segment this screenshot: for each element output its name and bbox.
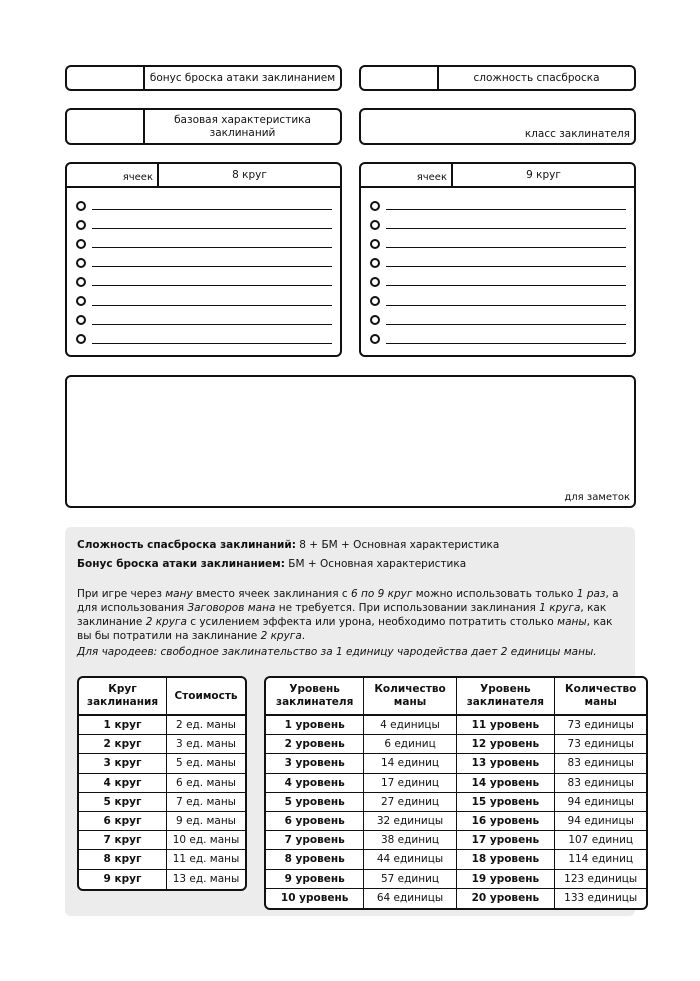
spell-save-dc-value[interactable] [361,67,439,89]
table-row: 2 круг 3 ед. маны [79,735,245,754]
spell-cost-table [77,676,247,891]
prepared-checkbox[interactable] [76,296,86,306]
table-row: 5 уровень 27 единиц 15 уровень 94 единицы [266,793,646,812]
spell-slots-level-8 [65,162,342,357]
table-row: 1 уровень 4 единицы 11 уровень 73 единицы [266,716,646,735]
prepared-checkbox[interactable] [76,334,86,344]
spellcasting-ability-field[interactable] [65,108,342,145]
table-row: 6 круг 9 ед. маны [79,812,245,831]
table-header: Количество маны [555,678,646,716]
spell-attack-bonus-field[interactable] [65,65,342,91]
spell-line[interactable] [370,330,626,349]
mana-rules-text: При игре через ману вместо ячеек заклинания с 6 по 9 круг можно использовать только 1 раз, а для использования Заговоров мана не требуется. При использовании заклинания 1 круга, как заклинание 2 круга с усилением эффекта или урона, необходимо потратить столько маны, как вы бы потратили на заклинание 2 круга. [77,588,619,642]
table-row: 8 круг 11 ед. маны [79,850,245,869]
prepared-checkbox[interactable] [76,277,86,287]
table-row: 7 круг 10 ед. маны [79,831,245,850]
spell-line[interactable] [76,330,332,349]
prepared-checkbox[interactable] [76,220,86,230]
prepared-checkbox[interactable] [76,258,86,268]
spell-line[interactable] [76,311,332,330]
spell-line[interactable] [370,272,626,291]
prepared-checkbox[interactable] [370,258,380,268]
table-row: 5 круг 7 ед. маны [79,793,245,812]
table-row: 3 уровень 14 единиц 13 уровень 83 единицы [266,754,646,773]
spellcasting-class-label: класс заклинателя [524,128,630,140]
prepared-checkbox[interactable] [76,201,86,211]
prepared-checkbox[interactable] [370,239,380,249]
spell-line[interactable] [370,311,626,330]
prepared-checkbox[interactable] [370,334,380,344]
spell-line[interactable] [76,291,332,310]
prepared-checkbox[interactable] [76,315,86,325]
slot-count-label: ячеек [416,172,447,183]
prepared-checkbox[interactable] [370,315,380,325]
spell-line[interactable] [76,234,332,253]
prepared-checkbox[interactable] [370,220,380,230]
slot-level-title: 8 круг [232,169,267,181]
prepared-checkbox[interactable] [370,296,380,306]
table-row: 6 уровень 32 единицы 16 уровень 94 единицы [266,812,646,831]
spell-line[interactable] [370,215,626,234]
table-header: Количество маны [364,678,456,716]
spell-attack-bonus-value[interactable] [67,67,145,89]
table-header: Уровень заклинателя [266,678,364,716]
spell-line[interactable] [370,253,626,272]
prepared-checkbox[interactable] [76,239,86,249]
table-header: Стоимость [167,678,245,716]
table-row: 4 уровень 17 единиц 14 уровень 83 единицы [266,774,646,793]
table-row: 1 круг 2 ед. маны [79,716,245,735]
mana-by-level-table [264,676,648,910]
prepared-checkbox[interactable] [370,201,380,211]
spell-line[interactable] [76,215,332,234]
table-header: Круг заклинания [79,678,167,716]
spell-line[interactable] [370,234,626,253]
spell-line[interactable] [370,291,626,310]
table-row: 2 уровень 6 единиц 12 уровень 73 единицы [266,735,646,754]
slot-count-label: ячеек [122,172,153,183]
spell-save-dc-label: сложность спасброска [473,71,600,84]
table-row: 4 круг 6 ед. маны [79,774,245,793]
slot-level-title: 9 круг [526,169,561,181]
spellcasting-ability-value[interactable] [67,110,145,143]
spell-save-dc-field[interactable] [359,65,636,91]
prepared-checkbox[interactable] [370,277,380,287]
table-row: 10 уровень 64 единицы 20 уровень 133 единицы [266,889,646,908]
attack-bonus-formula: Бонус броска атаки заклинанием: БМ + Основная характеристика [77,558,467,570]
table-row: 3 круг 5 ед. маны [79,754,245,773]
slot-count-field[interactable] [361,164,453,186]
save-dc-formula: Сложность спасброска заклинаний: 8 + БМ + Основная характеристика [77,539,500,551]
table-row: 9 уровень 57 единиц 19 уровень 123 единицы [266,870,646,889]
spell-line[interactable] [76,196,332,215]
table-row: 9 круг 13 ед. маны [79,870,245,889]
notes-box[interactable] [65,375,636,508]
notes-label: для заметок [564,492,630,503]
slot-count-field[interactable] [67,164,159,186]
sorcerer-note: Для чародеев: свободное заклинательство за 1 единицу чародейства дает 2 единицы маны. [77,646,597,658]
spell-line[interactable] [76,253,332,272]
spell-attack-bonus-label: бонус броска атаки заклинанием [149,71,336,84]
table-row: 8 уровень 44 единицы 18 уровень 114 единиц [266,850,646,869]
table-header: Уровень заклинателя [457,678,555,716]
table-row: 7 уровень 38 единиц 17 уровень 107 единиц [266,831,646,850]
spell-slots-level-9 [359,162,636,357]
spell-line[interactable] [370,196,626,215]
spellcasting-class-field[interactable] [359,108,636,145]
spell-line[interactable] [76,272,332,291]
spellcasting-ability-label: базовая характеристика заклинаний [174,113,311,139]
